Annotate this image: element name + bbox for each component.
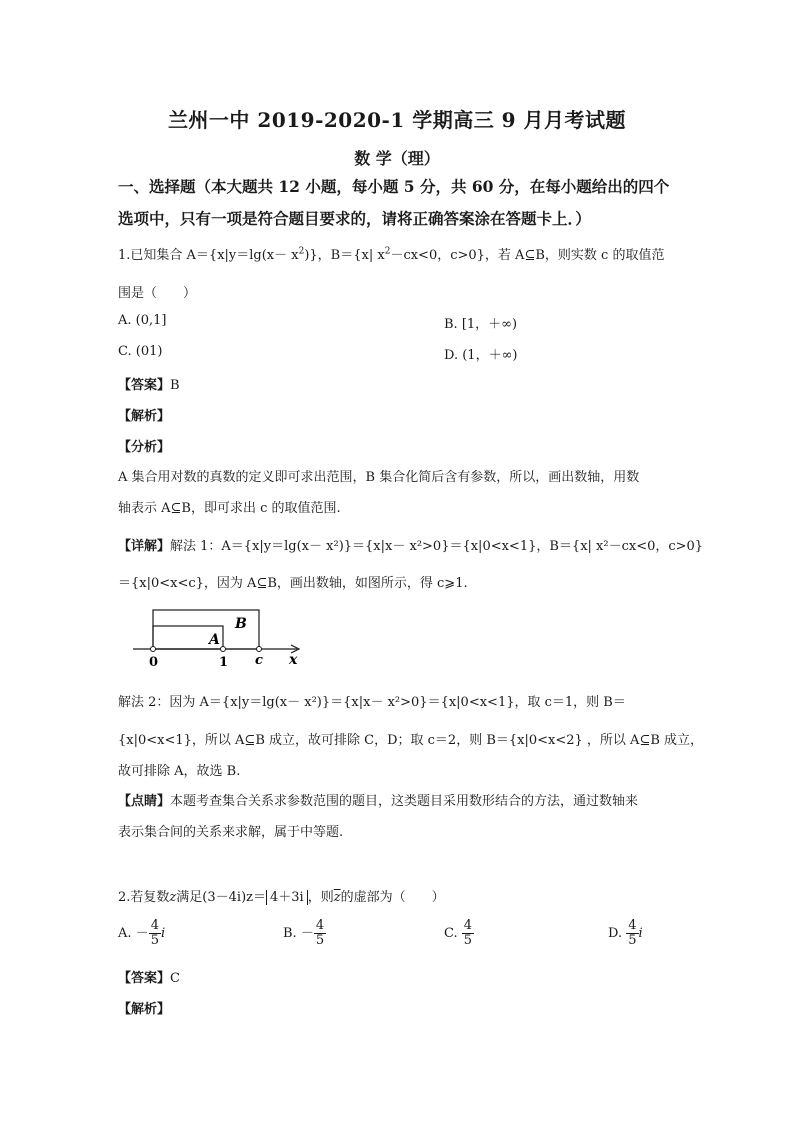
answer-value: C bbox=[170, 971, 180, 986]
number-line-figure bbox=[125, 604, 310, 672]
q1-option-a: A. (0,1] bbox=[118, 313, 167, 328]
q2-stem: 2.若复数z满足(3－4i)z＝ 4＋3i ，则$\overline{z}$的虚部为（ ） bbox=[118, 890, 445, 905]
q1-solution2-line3: 故可排除 A，故选 B. bbox=[118, 764, 241, 779]
q1-answer bbox=[118, 374, 180, 393]
point-one bbox=[221, 647, 226, 652]
q1-fenxi-line1: A 集合用对数的真数的定义即可求出范围，B 集合化简后含有参数，所以，画出数轴，用数 bbox=[118, 470, 640, 485]
q1-option-c: C. (01) bbox=[118, 344, 163, 359]
axis-label-x: x bbox=[289, 652, 298, 668]
q1-detail-line1: 【详解】解法 1：A＝{x|y＝lg(x－ x²)}＝{x|x－ x²>0}＝{x|0<x<1}，B＝{x| x²－cx<0，c>0} bbox=[118, 539, 704, 554]
q1-dianjing-line2: 表示集合间的关系来求解，属于中等题. bbox=[118, 825, 344, 840]
q1-stem-line2: 围是（ ） bbox=[118, 286, 197, 301]
page-title: 兰州一中 2019-2020-1 学期高三 9 月月考试题 bbox=[167, 108, 627, 132]
q1-option-d: D. (1，＋∞) bbox=[444, 348, 518, 363]
dianjing-tag: 【点睛】 bbox=[118, 794, 171, 809]
answer-tag: 【答案】 bbox=[118, 378, 171, 393]
q1-detail-line2: ＝{x|0<x<c}，因为 A⊆B，画出数轴，如图所示，得 c⩾1. bbox=[118, 576, 468, 591]
tick-label-1: 1 bbox=[219, 655, 229, 670]
q2-option-d: D. $\frac{4}{5}$ i bbox=[608, 918, 643, 948]
label-set-b: B bbox=[235, 616, 247, 632]
tick-label-c: c bbox=[255, 653, 263, 668]
q1-option-b: B. [1，＋∞) bbox=[444, 317, 518, 332]
q2-option-b: B. － $\frac{4}{5}$ bbox=[283, 918, 325, 948]
label-set-a: A bbox=[209, 632, 220, 648]
q1-analysis-tag: 【解析】 bbox=[118, 409, 171, 424]
section-heading-line2: 选项中，只有一项是符合题目要求的，请将正确答案涂在答题卡上．） bbox=[118, 209, 591, 228]
q1-stem: 1.已知集合 $A=\{x|y=\lg(x- x^2)\}$，B＝{x| $x^2-cx<0$，c>0}，若 A⊆B，则实数 c 的取值范 bbox=[118, 246, 665, 263]
q1-solution2-line2: {x|0<x<1}，所以 A⊆B 成立，故可排除 C，D；取 c＝2，则 B＝{x|0<x<2} ，所以 A⊆B 成立， bbox=[118, 733, 704, 748]
point-zero bbox=[151, 647, 156, 652]
point-c bbox=[257, 647, 262, 652]
answer-tag: 【答案】 bbox=[118, 971, 171, 986]
answer-value: B bbox=[170, 378, 180, 393]
q2-option-c: C. $\frac{4}{5}$ bbox=[444, 918, 473, 948]
q2-analysis-tag: 【解析】 bbox=[118, 1002, 171, 1017]
q1-number: 1. bbox=[118, 248, 131, 263]
q1-fenxi-line2: 轴表示 A⊆B，即可求出 c 的取值范围. bbox=[118, 501, 341, 516]
q1-solution2-line1: 解法 2：因为 A＝{x|y＝lg(x－ x²)}＝{x|x－ x²>0}＝{x|0<x<1}，取 c＝1，则 B＝ bbox=[118, 695, 626, 710]
q2-answer bbox=[118, 967, 180, 986]
q1-dianjing-line1: 【点睛】本题考查集合关系求参数范围的题目，这类题目采用数形结合的方法，通过数轴来 bbox=[118, 794, 639, 809]
detail-tag: 【详解】 bbox=[118, 539, 171, 554]
section-heading-line1: 一、选择题（本大题共 12 小题，每小题 5 分，共 60 分，在每小题给出的四个 bbox=[118, 177, 670, 196]
q1-fenxi-tag: 【分析】 bbox=[118, 440, 171, 455]
q2-number: 2. bbox=[118, 890, 131, 905]
q2-option-a: A. － $\frac{4}{5}$ i bbox=[118, 918, 166, 948]
page-subtitle: 数 学（理） bbox=[354, 149, 440, 168]
tick-label-0: 0 bbox=[149, 655, 159, 670]
